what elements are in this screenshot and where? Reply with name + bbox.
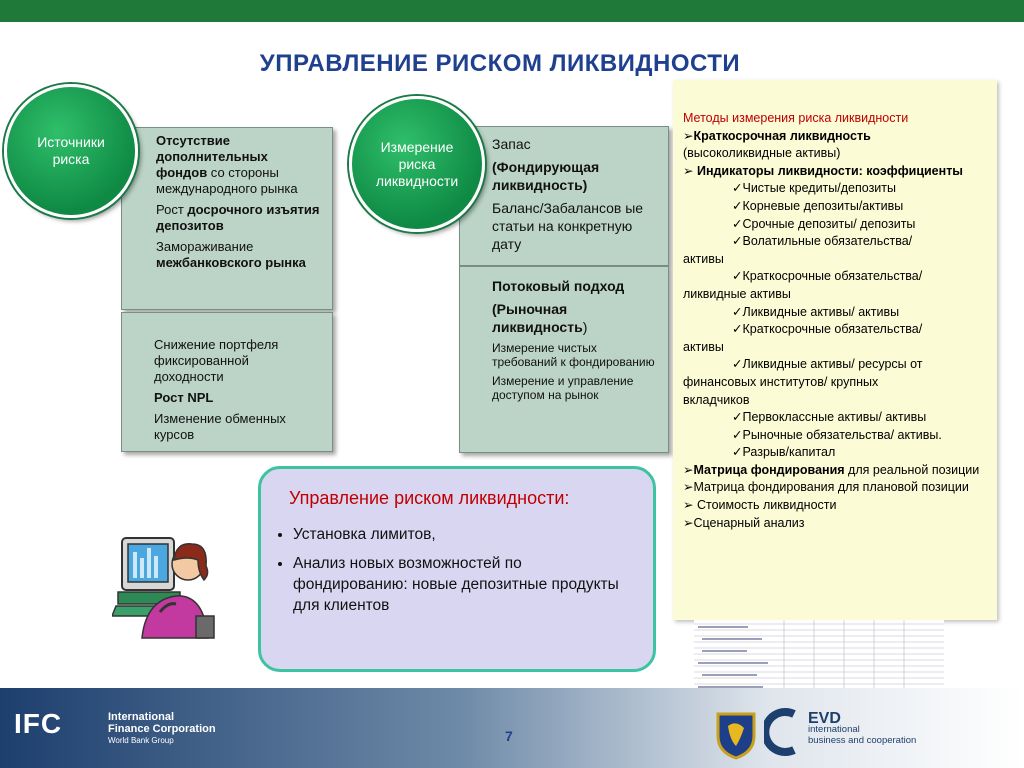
list-item: • Установка лимитов, — [293, 524, 639, 545]
check-item-continued: финансовых институтов/ крупных — [683, 374, 879, 389]
check-item: ✓Корневые депозиты/активы — [732, 198, 904, 213]
text: (Фондирующая ликвидность) — [492, 159, 600, 193]
check-item: ✓Ликвидные активы/ активы — [732, 304, 900, 319]
circle-label: Измерение риска ликвидности — [375, 138, 459, 189]
text: Матрица фондирования — [693, 462, 845, 477]
check-item: ✓Краткосрочные обязательства/ — [732, 322, 923, 337]
text: (Рыночная ликвидность — [492, 301, 583, 335]
list-item: • Анализ новых возможностей по фондированию: новые депозитные продукты для клиентов — [293, 553, 639, 616]
sources-box-bottom — [121, 312, 333, 452]
check-item-continued: ликвидные активы — [683, 286, 791, 301]
text: Краткосрочная ликвидность — [693, 128, 871, 143]
methods-panel — [673, 80, 997, 620]
check-item-continued: активы — [683, 339, 724, 354]
methods-item: ➢ Индикаторы ликвидности: коэффициенты — [683, 163, 963, 178]
text: Рост — [156, 202, 188, 217]
woman-at-computer-icon — [112, 530, 222, 640]
text: Снижение портфеля фиксированной доходности — [154, 337, 279, 384]
methods-item: ➢Матрица фондирования для реальной позиции — [683, 462, 980, 477]
measure-box-bottom — [459, 266, 669, 453]
check-item: ✓Чистые кредиты/депозиты — [732, 181, 896, 196]
text: international — [808, 724, 860, 735]
netherlands-coat-of-arms-icon — [714, 710, 758, 760]
methods-item: ➢Сценарный анализ — [683, 515, 805, 530]
check-item-continued: вкладчиков — [683, 392, 750, 407]
text: Отсутствие дополнительных фондов — [156, 133, 268, 180]
check-item: ✓Первоклассные активы/ активы — [732, 410, 927, 425]
check-item: ✓Разрыв/капитал — [732, 445, 836, 460]
text: Запас — [492, 136, 531, 152]
ifc-logo: IFC — [14, 708, 63, 739]
measure-box-top — [459, 126, 669, 266]
methods-heading: Методы измерения риска ликвидности — [683, 111, 909, 125]
text: Индикаторы ликвидности: коэффициенты — [693, 163, 963, 178]
check-item: ✓Ликвидные активы/ ресурсы от — [732, 357, 923, 372]
evd-name — [808, 710, 917, 746]
methods-item: (высоколиквидные активы) — [683, 146, 841, 161]
text: Баланс/Забалансов ые статьи на конкретную дату — [492, 200, 644, 252]
check-item-continued: активы — [683, 251, 724, 266]
text: Измерение чистых требований к фондированию — [492, 341, 655, 369]
sources-box-top — [121, 127, 333, 310]
text: со стороны международного рынка — [156, 165, 298, 196]
text: межбанковского рынка — [156, 255, 306, 270]
methods-item: ➢ Стоимость ликвидности — [683, 498, 837, 513]
check-list — [683, 180, 989, 462]
text: business and cooperation — [808, 735, 917, 746]
text: World Bank Group — [108, 736, 174, 745]
management-title: Управление риском ликвидности: — [289, 488, 570, 508]
check-item: ✓Рыночные обязательства/ активы. — [732, 427, 942, 442]
sources-circle — [4, 84, 138, 218]
text: Рост NPL — [154, 390, 214, 405]
circle-label: Источники риска — [37, 134, 105, 167]
slide-title: УПРАВЛЕНИЕ РИСКОМ ЛИКВИДНОСТИ — [259, 50, 741, 77]
text: Сценарный анализ — [693, 515, 805, 530]
text: Матрица фондирования для плановой позиции — [693, 480, 969, 495]
text: для реальной позиции — [844, 462, 980, 477]
text: Finance Corporation — [108, 723, 216, 735]
check-item: ✓Краткосрочные обязательства/ — [732, 269, 923, 284]
text: Изменение обменных курсов — [154, 411, 286, 442]
check-item: ✓Волатильные обязательства/ — [732, 234, 913, 249]
text: Измерение и управление доступом на рынок — [492, 374, 634, 402]
text: досрочного изъятия депозитов — [156, 202, 320, 233]
text: Потоковый подход — [492, 278, 625, 294]
management-box — [258, 466, 656, 672]
text: EVD — [808, 710, 841, 727]
text: ) — [582, 319, 588, 335]
management-list — [279, 524, 639, 616]
check-item: ✓Срочные депозиты/ депозиты — [732, 216, 916, 231]
measurement-circle — [349, 96, 485, 232]
text: Стоимость ликвидности — [693, 498, 837, 513]
methods-item: ➢Краткосрочная ликвидность — [683, 128, 871, 143]
text: International — [108, 711, 175, 723]
evd-logo-icon — [764, 708, 806, 756]
text: Замораживание — [156, 239, 254, 254]
ifc-name — [108, 711, 216, 747]
page-number: 7 — [505, 728, 513, 744]
methods-item: ➢Матрица фондирования для плановой позиции — [683, 480, 969, 495]
top-green-bar — [0, 0, 1024, 22]
